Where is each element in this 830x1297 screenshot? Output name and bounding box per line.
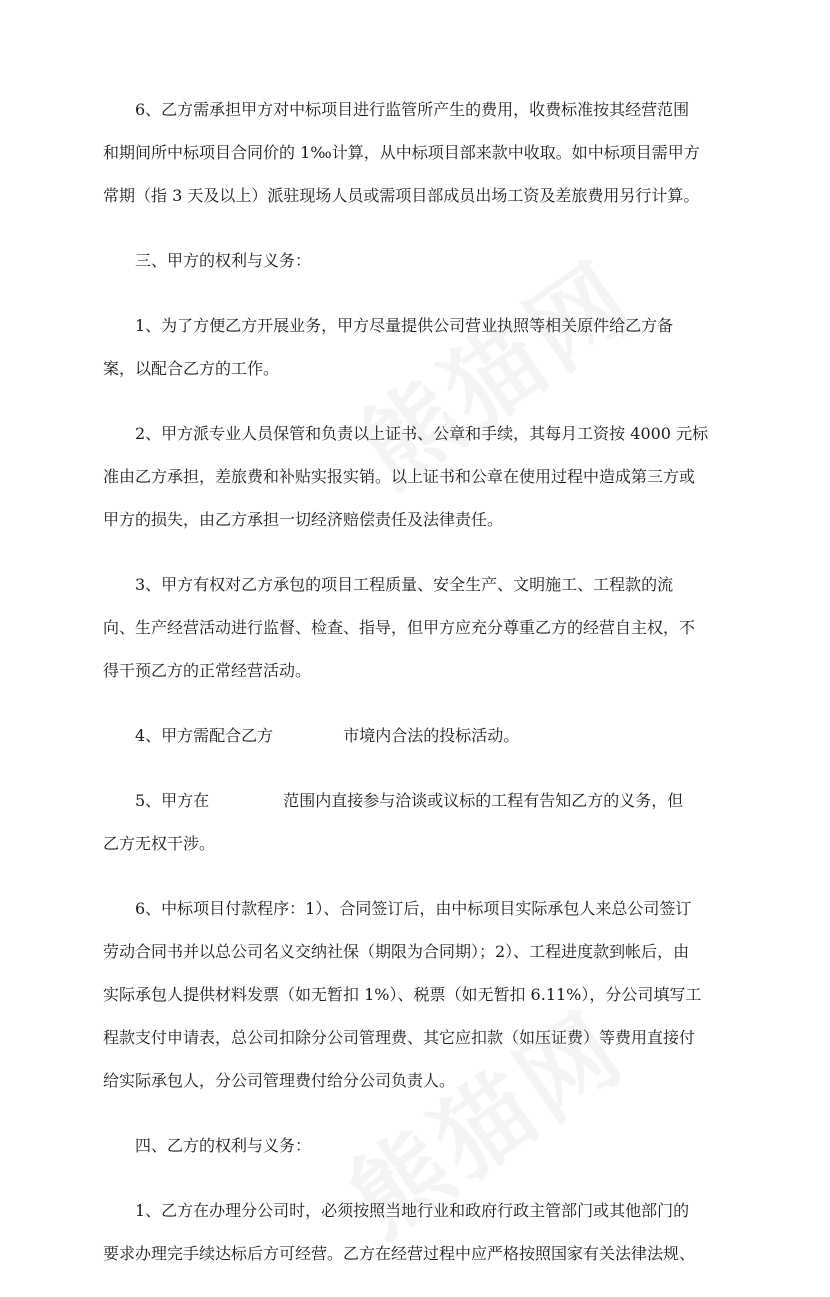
text-line: 实际承包人提供材料发票（如无暂扣 1%）、税票（如无暂扣 6.11%），分公司填写工	[103, 985, 702, 1004]
section-heading-party-b	[103, 1124, 725, 1167]
document-body	[103, 88, 725, 1297]
text-line	[103, 714, 725, 757]
text-line: 给实际承包人，分公司管理费付给分公司负责人。	[103, 1071, 456, 1090]
paragraph-a-1	[103, 304, 725, 390]
text-line: 得干预乙方的正常经营活动。	[103, 661, 312, 680]
text-line: 三、甲方的权利与义务：	[135, 251, 312, 270]
text-line: 劳动合同书并以总公司名义交纳社保（期限为合同期）；2）、工程进度款到帐后，由	[103, 942, 690, 961]
text-line: 6、中标项目付款程序：1）、合同签订后，由中标项目实际承包人来总公司签订	[135, 899, 692, 918]
paragraph-a-6	[103, 887, 725, 1102]
section-heading-party-a	[103, 239, 725, 282]
text-line: 1、乙方在办理分公司时，必须按照当地行业和政府行政主管部门或其他部门的	[135, 1201, 690, 1220]
paragraph-b-1	[103, 1189, 725, 1275]
text-segment: 市境内合法的投标活动。	[343, 726, 520, 745]
text-line: 常期（指 3 天及以上）派驻现场人员或需项目部成员出场工资及差旅费用另行计算。	[103, 186, 700, 205]
paragraph-fee-clause	[103, 88, 725, 217]
text-segment: 范围内直接参与洽谈或议标的工程有告知乙方的义务，但	[283, 791, 684, 810]
text-line: 甲方的损失，由乙方承担一切经济赔偿责任及法律责任。	[103, 510, 504, 529]
text-line: 要求办理完手续达标后方可经营。乙方在经营过程中应严格按照国家有关法律法规、	[103, 1244, 696, 1263]
text-line: 准由乙方承担，差旅费和补贴实报实销。以上证书和公章在使用过程中造成第三方或	[103, 467, 696, 486]
text-line	[103, 779, 725, 822]
text-line: 向、生产经营活动进行监督、检查、指导，但甲方应充分尊重乙方的经营自主权，不	[103, 618, 696, 637]
text-line: 6、乙方需承担甲方对中标项目进行监管所产生的费用，收费标准按其经营范围	[135, 100, 690, 119]
text-segment: 5、甲方在	[135, 791, 210, 810]
text-line: 程款支付申请表，总公司扣除分公司管理费、其它应扣款（如压证费）等费用直接付	[103, 1028, 696, 1047]
paragraph-a-2	[103, 412, 725, 541]
text-line: 和期间所中标项目合同价的 1‰计算，从中标项目部来款中收取。如中标项目需甲方	[103, 143, 700, 162]
paragraph-a-4	[103, 714, 725, 757]
text-line: 3、甲方有权对乙方承包的项目工程质量、安全生产、文明施工、工程款的流	[135, 575, 674, 594]
text-line: 2、甲方派专业人员保管和负责以上证书、公章和手续，其每月工资按 4000 元标	[135, 424, 709, 443]
text-segment: 4、甲方需配合乙方	[135, 726, 274, 745]
text-line: 1、为了方便乙方开展业务，甲方尽量提供公司营业执照等相关原件给乙方备	[135, 316, 674, 335]
paragraph-a-5	[103, 779, 725, 865]
text-line: 四、乙方的权利与义务：	[135, 1136, 312, 1155]
text-line: 乙方无权干涉。	[103, 834, 216, 853]
text-line: 案，以配合乙方的工作。	[103, 359, 280, 378]
paragraph-a-3	[103, 563, 725, 692]
